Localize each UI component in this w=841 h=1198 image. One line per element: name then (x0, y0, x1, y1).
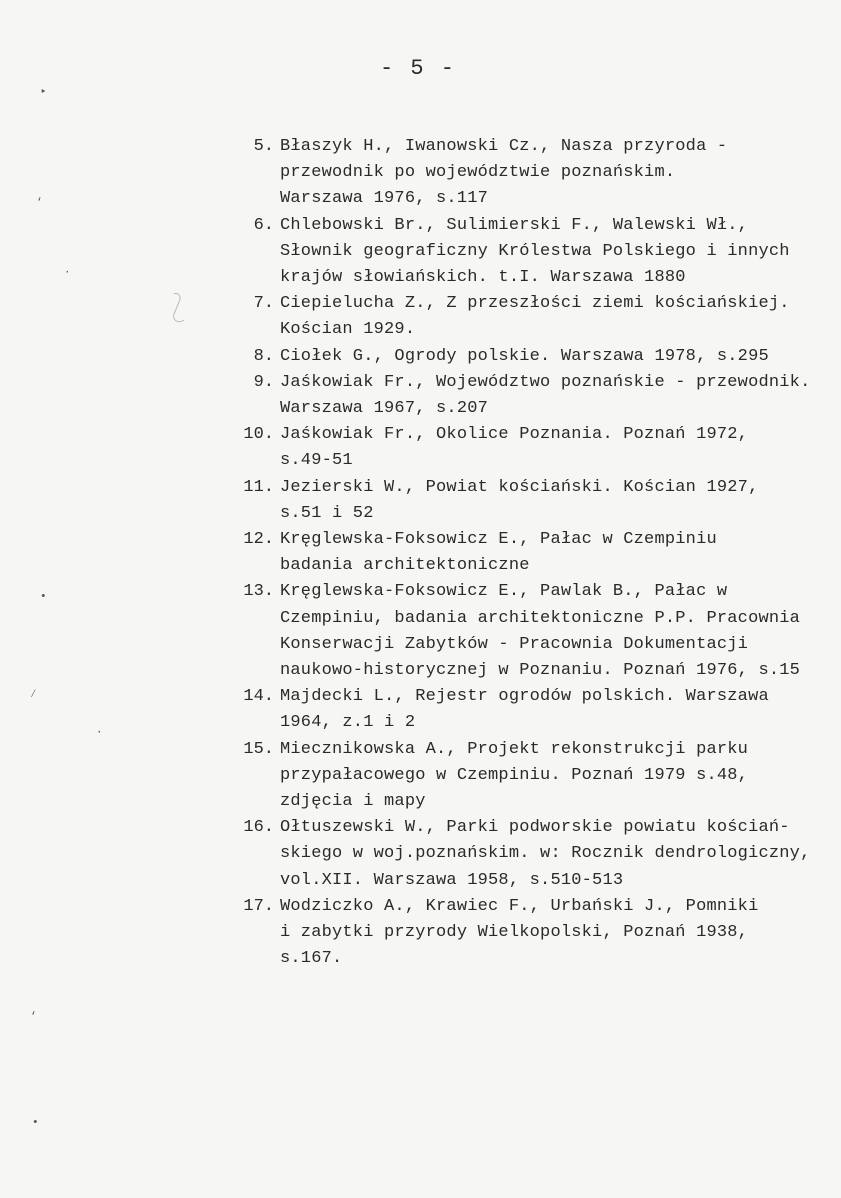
bibliography-entry (222, 422, 832, 474)
entry-line: s.49-51 (280, 451, 353, 471)
entry-line: Kościan 1929. (280, 320, 416, 340)
entry-line: Jaśkowiak Fr., Województwo poznańskie - przewodnik. (280, 372, 811, 392)
entry-number: 9. (253, 372, 274, 392)
entry-number: 15. (243, 739, 274, 759)
entry-text (274, 213, 832, 292)
entry-line: vol.XII. Warszawa 1958, s.510-513 (280, 870, 624, 890)
bibliography-entry (222, 291, 832, 343)
margin-mark: ⁄ (30, 689, 37, 701)
bibliography-entry (222, 344, 832, 370)
entry-number: 6. (253, 215, 274, 235)
entry-line: Ciepielucha Z., Z przeszłości ziemi kościańskiej. (280, 294, 790, 314)
entry-number: 11. (243, 477, 274, 497)
entry-number: 7. (253, 294, 274, 314)
entry-line: Ciołek G., Ogrody polskie. Warszawa 1978, s.295 (280, 346, 769, 366)
margin-mark: ‘ (36, 197, 43, 209)
entry-line: Warszawa 1967, s.207 (280, 399, 489, 419)
bibliography-entry (222, 370, 832, 422)
margin-mark: • (32, 1117, 39, 1129)
entry-line: Błaszyk H., Iwanowski Cz., Nasza przyroda - (280, 137, 728, 156)
entry-line: Słownik geograficzny Królestwa Polskiego i innych (280, 241, 790, 261)
bibliography-entry (222, 134, 832, 213)
entry-line: Jezierski W., Powiat kościański. Kościan 1927, (280, 477, 759, 497)
bibliography-entry (222, 684, 832, 736)
entry-text (274, 894, 832, 973)
entry-text (274, 134, 832, 213)
entry-line: Chlebowski Br., Sulimierski F., Walewski Wł., (280, 215, 749, 235)
entry-number: 14. (243, 687, 274, 707)
entry-line: skiego w woj.poznańskim. w: Rocznik dendrologiczny, (280, 844, 811, 864)
entry-line: Warszawa 1976, s.117 (280, 189, 489, 209)
margin-mark: ‘ (30, 1011, 37, 1023)
entry-number: 17. (243, 896, 274, 916)
entry-line: krajów słowiańskich. t.I. Warszawa 1880 (280, 268, 686, 288)
entry-line: s.167. (280, 949, 343, 969)
entry-line: Czempiniu, badania architektoniczne P.P. Pracownia (280, 608, 801, 628)
entry-number: 13. (243, 582, 274, 602)
bibliography-entry (222, 213, 832, 292)
entry-line: Miecznikowska A., Projekt rekonstrukcji parku (280, 739, 749, 759)
page-number: - 5 - (380, 56, 457, 81)
entry-number: 16. (243, 818, 274, 838)
margin-mark: ‣ (40, 87, 47, 99)
entry-number: 10. (243, 425, 274, 445)
entry-text (274, 422, 832, 474)
entry-line: przypałacowego w Czempiniu. Poznań 1979 s.48, (280, 765, 749, 785)
margin-mark: · (96, 727, 103, 739)
entry-line: badania architektoniczne (280, 556, 530, 576)
margin-mark: • (40, 591, 47, 603)
bibliography-entry (222, 527, 832, 579)
bibliography-list (222, 134, 832, 973)
entry-line: i zabytki przyrody Wielkopolski, Poznań 1938, (280, 923, 749, 943)
entry-text (274, 344, 832, 370)
entry-text (274, 579, 832, 684)
entry-line: Majdecki L., Rejestr ogrodów polskich. Warszawa (280, 687, 769, 707)
entry-line: s.51 i 52 (280, 503, 374, 523)
entry-line: zdjęcia i mapy (280, 792, 426, 812)
entry-text (274, 291, 832, 343)
bibliography-entry (222, 737, 832, 816)
entry-line: Kręglewska-Foksowicz E., Pałac w Czempiniu (280, 530, 717, 550)
bibliography-entry (222, 894, 832, 973)
entry-text (274, 815, 832, 894)
entry-line: Wodziczko A., Krawiec F., Urbański J., Pomniki (280, 896, 759, 916)
entry-number: 5. (253, 137, 274, 156)
entry-line: Kręglewska-Foksowicz E., Pawlak B., Pałac w (280, 582, 728, 602)
entry-text (274, 684, 832, 736)
entry-line: Konserwacji Zabytków - Pracownia Dokumentacji (280, 634, 749, 654)
bibliography-entry (222, 475, 832, 527)
bibliography-entry (222, 815, 832, 894)
bibliography-entry (222, 579, 832, 684)
entry-number: 8. (253, 346, 274, 366)
pencil-mark-icon (168, 290, 188, 330)
entry-text (274, 475, 832, 527)
entry-line: 1964, z.1 i 2 (280, 713, 416, 733)
entry-line: Ołtuszewski W., Parki podworskie powiatu kościań- (280, 818, 790, 838)
entry-text (274, 527, 832, 579)
entry-line: przewodnik po województwie poznańskim. (280, 163, 676, 183)
entry-text (274, 370, 832, 422)
entry-text (274, 737, 832, 816)
entry-line: Jaśkowiak Fr., Okolice Poznania. Poznań 1972, (280, 425, 749, 445)
margin-mark: · (64, 267, 71, 279)
entry-line: naukowo-historycznej w Poznaniu. Poznań 1976, s.15 (280, 661, 801, 681)
entry-number: 12. (243, 530, 274, 550)
